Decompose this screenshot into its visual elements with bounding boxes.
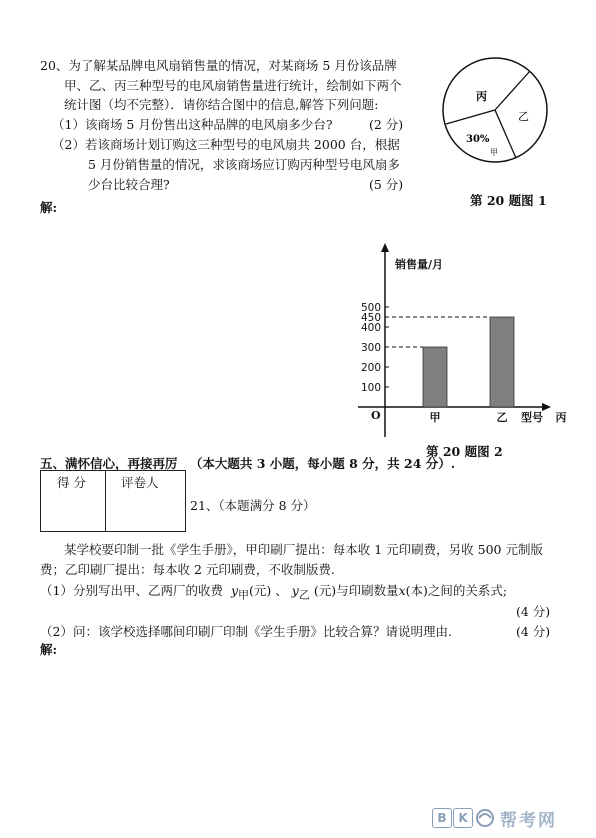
y-tick-label-500: 500 [360, 302, 381, 314]
score-table-score: 得 分 [57, 475, 86, 490]
q20-sub2-score: (5 分) [369, 177, 404, 192]
q20-sub1-score: (2 分) [369, 117, 404, 132]
y-axis-arrow [381, 243, 389, 252]
q20-line3: 统计图（均不完整）．请你结合图中的信息,解答下列问题: [64, 97, 379, 112]
q21-line2: 费；乙印刷厂提出：每本收 2 元印刷费，不收制版费. [40, 562, 335, 577]
q21-sub1-x: x [398, 583, 406, 598]
q20-line1: 20、为了解某品牌电风扇销售量的情况，对某商场 5 月份该品牌 [40, 58, 397, 73]
x-tick-label-丙: 丙 [555, 411, 567, 424]
y-tick-label-100: 100 [360, 382, 381, 394]
pie-label-pct: 30% [466, 134, 490, 145]
q21-sub1-y2: y [291, 583, 299, 598]
q21-sub1-yi: 乙 [298, 588, 310, 602]
q21-sub2: （2）问：该学校选择哪间印刷厂印制《学生手册》比较合算？请说明理由. [40, 624, 452, 639]
bar-甲 [423, 347, 447, 407]
watermark-b: B [432, 808, 452, 828]
section5-title-text: 五、满怀信心，再接再厉 [40, 456, 178, 471]
bar-乙 [490, 317, 514, 407]
q21-sub1-y1: y [230, 583, 239, 598]
pie-label-bing: 丙 [476, 90, 487, 103]
q20-sub2-line1: （2）若该商场计划订购这三种型号的电风扇共 2000 台，根据 [52, 137, 400, 152]
score-table [40, 470, 186, 532]
q21-sub1-b: (元)与印刷数量 [313, 583, 399, 598]
q20-sub2-line3: 少台比较合理? [88, 177, 170, 192]
y-axis-label: 销售量/月 [395, 258, 444, 271]
x-tick-label-甲: 甲 [429, 411, 441, 424]
y-tick-label-400: 400 [360, 322, 381, 334]
watermark-swirl-icon [474, 808, 496, 828]
q21-sub1-unit1: (元) [249, 583, 272, 598]
watermark-text: 帮考网 [500, 811, 557, 831]
pie-chart [438, 50, 558, 172]
q21-sub1-a: （1）分别写出甲、乙两厂的收费 [40, 583, 223, 598]
pie-label-jia: 甲 [490, 148, 498, 157]
x-tick-label-乙: 乙 [496, 411, 508, 424]
section5-meta: （本大题共 3 小题，每小题 8 分，共 24 分）. [189, 456, 456, 471]
x-axis-arrow [542, 403, 551, 411]
q20-sub1: （1）该商场 5 月份售出这种品牌的电风扇多少台? [52, 117, 333, 132]
watermark-k: K [453, 808, 473, 828]
bar-caption: 第 20 题图 2 [426, 444, 503, 459]
score-table-divider [105, 471, 106, 531]
pie-label-yi: 乙 [518, 110, 529, 123]
watermark-logo [432, 806, 582, 830]
q21-sub1-score: (4 分) [516, 604, 551, 619]
q21-sub1-sep: 、 [275, 583, 288, 598]
pie-caption: 第 20 题图 1 [470, 193, 547, 208]
q21-answer-label: 解: [40, 642, 58, 657]
q21-sub1-c: (本)之间的关系式; [405, 583, 508, 598]
origin-label: O [371, 409, 381, 422]
q21-sub2-score: (4 分) [516, 624, 551, 639]
y-tick-label-450: 450 [360, 312, 381, 324]
q21-line1: 某学校要印制一批《学生手册》，甲印刷厂提出：每本收 1 元印刷费，另收 500 元制版 [64, 542, 543, 557]
q21-sub1 [40, 583, 507, 604]
q20-sub2-line2: 5 月份销售量的情况，求该商场应订购丙种型号电风扇多 [88, 157, 400, 172]
q21-head: 21、（本题满分 8 分） [190, 498, 316, 513]
q20-line2: 甲、乙、丙三种型号的电风扇销售量进行统计，绘制如下两个 [64, 78, 402, 93]
y-tick-label-300: 300 [360, 342, 381, 354]
q21-sub1-jia: 甲 [238, 588, 250, 602]
y-tick-label-200: 200 [360, 362, 381, 374]
q20-answer-label: 解: [40, 200, 58, 215]
x-axis-label: 型号 [521, 411, 543, 424]
bar-chart [350, 240, 567, 445]
score-table-reviewer: 评卷人 [121, 475, 159, 490]
